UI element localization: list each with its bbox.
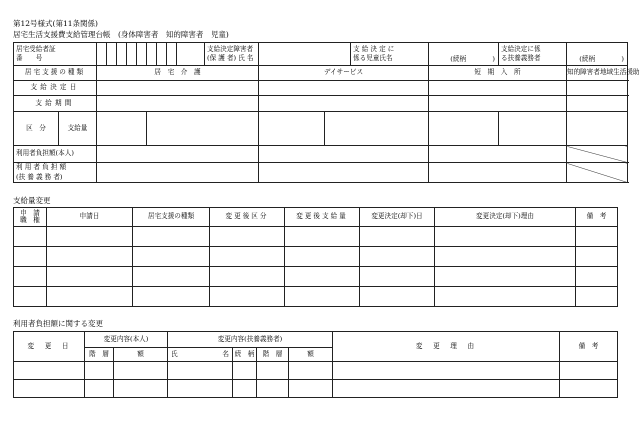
supporter-name-header: 氏 名 xyxy=(168,348,233,362)
cert-digit-box[interactable] xyxy=(137,43,147,66)
tier-header: 階 層 xyxy=(85,348,114,362)
child-name-field[interactable] xyxy=(429,43,499,66)
cell[interactable] xyxy=(333,362,560,380)
new-amount-header: 変更後支給量 xyxy=(285,208,360,227)
cell[interactable] xyxy=(576,227,618,247)
cell[interactable] xyxy=(210,267,285,287)
category-amount-field[interactable] xyxy=(499,112,567,146)
burden-self-field[interactable] xyxy=(429,146,567,163)
burden-self-field[interactable] xyxy=(97,146,259,163)
cell[interactable] xyxy=(560,362,618,380)
cell[interactable] xyxy=(47,287,133,307)
child-name-label: 支 給 決 定 に 係る児童氏名 xyxy=(351,43,429,66)
amount-header: 額 xyxy=(114,348,168,362)
supporter-name-field[interactable] xyxy=(567,43,628,66)
cell[interactable] xyxy=(133,287,210,307)
decision-date-field[interactable] xyxy=(97,81,259,96)
management-ledger-table xyxy=(13,42,640,183)
tier2-header: 階 層 xyxy=(257,348,289,362)
relation-label: (続柄 ) xyxy=(450,54,495,63)
burden-supporter-label: 利 用 者 負 担 額 (扶 養 義 務 者) xyxy=(14,163,97,183)
table-row xyxy=(14,362,618,380)
decision-date-field[interactable] xyxy=(259,81,429,96)
cell[interactable] xyxy=(85,362,114,380)
cell[interactable] xyxy=(435,267,576,287)
category-amount-field[interactable] xyxy=(147,112,259,146)
cert-digit-box[interactable] xyxy=(127,43,137,66)
cell[interactable] xyxy=(576,287,618,307)
cell[interactable] xyxy=(360,267,435,287)
burden-change-title: 利用者負担額に関する変更 xyxy=(13,319,103,328)
burden-supporter-field[interactable] xyxy=(259,163,429,183)
service-home-care: 居 宅 介 護 xyxy=(97,66,259,81)
decision-date-field[interactable] xyxy=(429,81,567,96)
cell[interactable] xyxy=(14,227,47,247)
category-amount-field[interactable] xyxy=(325,112,429,146)
cell[interactable] xyxy=(168,380,233,398)
cell[interactable] xyxy=(289,362,333,380)
cell[interactable] xyxy=(14,247,47,267)
burden-change-table xyxy=(13,331,618,398)
table-row xyxy=(14,227,618,247)
decision-date-field[interactable] xyxy=(567,81,628,96)
burden-self-label: 利用者負担額(本人) xyxy=(14,146,97,163)
table-row xyxy=(14,267,618,287)
cell[interactable] xyxy=(114,380,168,398)
cell[interactable] xyxy=(133,227,210,247)
burden-self-na-cell xyxy=(567,146,628,163)
period-field[interactable] xyxy=(567,96,628,112)
supporter-name-label: 支給決定に係 る扶養義務者 xyxy=(499,43,567,66)
cell[interactable] xyxy=(576,267,618,287)
change-date-header: 変 更 日 xyxy=(14,332,85,362)
cell[interactable] xyxy=(435,247,576,267)
cert-digit-box[interactable] xyxy=(157,43,167,66)
guardian-name-label: 支給決定障害者 (保 護 者) 氏 名 xyxy=(205,43,259,66)
cell[interactable] xyxy=(47,227,133,247)
cell[interactable] xyxy=(210,247,285,267)
cell[interactable] xyxy=(210,227,285,247)
apply-date-header: 申請日 xyxy=(47,208,133,227)
cell[interactable] xyxy=(257,362,289,380)
cell[interactable] xyxy=(435,287,576,307)
guardian-name-field[interactable] xyxy=(259,43,351,66)
cell[interactable] xyxy=(360,287,435,307)
cell[interactable] xyxy=(14,287,47,307)
service-group-home: 知的障害者地域生活援助 xyxy=(567,66,628,81)
note-header: 備 考 xyxy=(576,208,618,227)
new-category-header: 変更後区分 xyxy=(210,208,285,227)
cell[interactable] xyxy=(14,362,85,380)
category-amount-field[interactable] xyxy=(429,112,499,146)
apply-type-header: 申 請 職 権 xyxy=(14,208,47,227)
cell[interactable] xyxy=(47,247,133,267)
decision-date-header: 変更決定(却下)日 xyxy=(360,208,435,227)
burden-supporter-field[interactable] xyxy=(429,163,567,183)
cert-digit-box[interactable] xyxy=(97,43,107,66)
amount-change-title: 支給量変更 xyxy=(13,196,51,205)
cell[interactable] xyxy=(133,267,210,287)
table-row xyxy=(14,247,618,267)
cell[interactable] xyxy=(285,247,360,267)
cert-digit-box[interactable] xyxy=(167,43,177,66)
decision-date-label: 支給決定日 xyxy=(14,81,97,96)
cell[interactable] xyxy=(576,247,618,267)
recipient-cert-number-label: 居宅受給者証 番 号 xyxy=(14,43,97,66)
service-type-label: 居宅支援の種類 xyxy=(14,66,97,81)
cell[interactable] xyxy=(14,380,85,398)
burden-self-field[interactable] xyxy=(259,146,429,163)
cell[interactable] xyxy=(333,380,560,398)
cell[interactable] xyxy=(210,287,285,307)
burden-supporter-field[interactable] xyxy=(97,163,259,183)
table-row xyxy=(14,380,618,398)
cell[interactable] xyxy=(133,247,210,267)
supporter-change-header: 変更内容(扶養義務者) xyxy=(168,332,333,348)
cell[interactable] xyxy=(257,380,289,398)
period-label: 支給期間 xyxy=(14,96,97,112)
cell[interactable] xyxy=(289,380,333,398)
period-field[interactable] xyxy=(97,96,259,112)
cell[interactable] xyxy=(560,380,618,398)
cell[interactable] xyxy=(285,227,360,247)
cell[interactable] xyxy=(435,227,576,247)
burden-note-header: 備 考 xyxy=(560,332,618,362)
period-field[interactable] xyxy=(429,96,567,112)
cell[interactable] xyxy=(47,267,133,287)
category-label: 区 分 xyxy=(14,112,59,146)
form-number: 第12号様式(第11条関係) xyxy=(13,19,98,28)
cell[interactable] xyxy=(85,380,114,398)
relation-label-2: (続柄 ) xyxy=(579,54,624,63)
cell[interactable] xyxy=(285,267,360,287)
self-change-header: 変更内容(本人) xyxy=(85,332,168,348)
relation-header: 続 柄 xyxy=(233,348,257,362)
burden-supporter-na-cell xyxy=(567,163,628,183)
amount2-header: 額 xyxy=(289,348,333,362)
reason-header: 変更決定(却下)理由 xyxy=(435,208,576,227)
cert-digit-box[interactable] xyxy=(107,43,117,66)
period-field[interactable] xyxy=(259,96,429,112)
service-day-service: デイサービス xyxy=(259,66,429,81)
category-amount-field[interactable] xyxy=(97,112,147,146)
cell[interactable] xyxy=(233,362,257,380)
cell[interactable] xyxy=(114,362,168,380)
cell[interactable] xyxy=(360,247,435,267)
burden-reason-header: 変 更 理 由 xyxy=(333,332,560,362)
category-amount-field[interactable] xyxy=(259,112,325,146)
cert-digit-box[interactable] xyxy=(117,43,127,66)
service-type-header: 居宅支援の種類 xyxy=(133,208,210,227)
cert-digit-box[interactable] xyxy=(177,43,205,66)
category-amount-field[interactable] xyxy=(567,112,628,146)
cell[interactable] xyxy=(360,227,435,247)
form-title: 居宅生活支援費支給管理台帳 (身体障害者 知的障害者 児童) xyxy=(13,30,229,39)
service-short-stay: 短 期 入 所 xyxy=(429,66,567,81)
cert-digit-box[interactable] xyxy=(147,43,157,66)
cell[interactable] xyxy=(285,287,360,307)
cell[interactable] xyxy=(14,267,47,287)
amount-change-table xyxy=(13,207,618,307)
table-row xyxy=(14,287,618,307)
cell[interactable] xyxy=(233,380,257,398)
cell[interactable] xyxy=(168,362,233,380)
amount-label: 支給量 xyxy=(59,112,97,146)
